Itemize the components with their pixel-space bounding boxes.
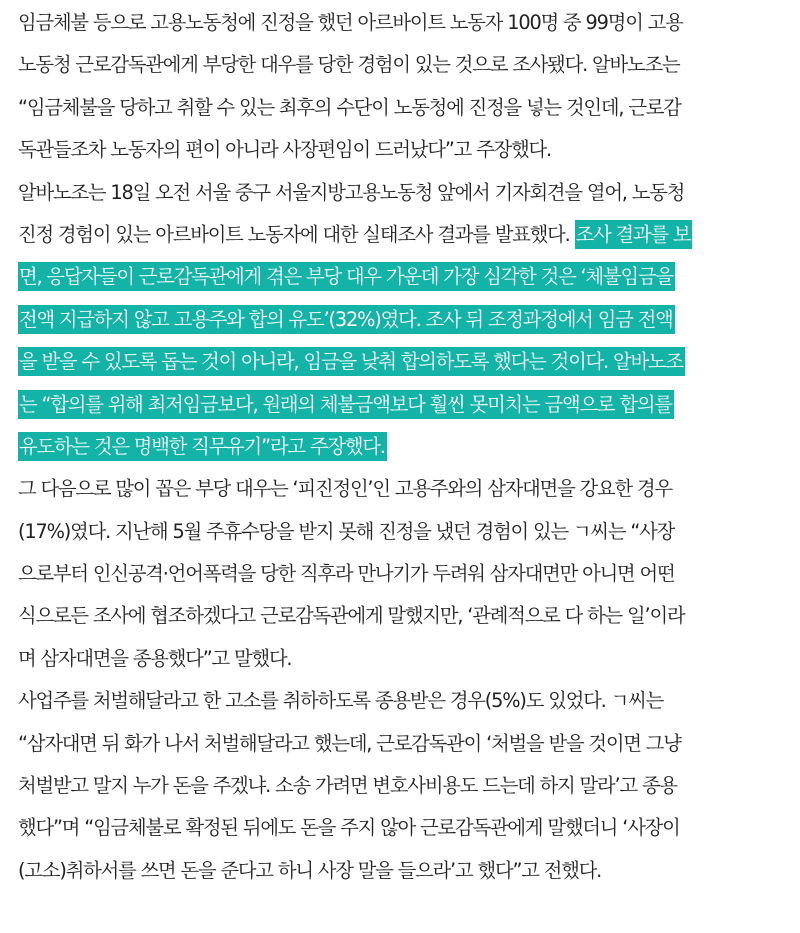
line-text: 알바노조는 18일 오전 서울 중구 서울지방고용노동청 앞에서 기자회견을 열어, 노동청 <box>18 180 685 204</box>
line-text: “임금체불을 당하고 취할 수 있는 최후의 수단이 노동청에 진정을 넣는 것인데, 근로감 <box>18 95 681 119</box>
article-line <box>18 595 780 637</box>
article-line <box>18 299 780 341</box>
highlighted-text: 면, 응답자들이 근로감독관에게 겪은 부당 대우 가운데 가장 심각한 것은 ‘체불임금을 <box>18 262 675 291</box>
article-line <box>18 638 780 680</box>
line-text: “삼자대면 뒤 화가 나서 처벌해달라고 했는데, 근로감독관이 ‘처벌을 받을 것이면 그냥 <box>18 731 681 755</box>
article-line <box>18 129 780 171</box>
article-line <box>18 172 780 214</box>
article-line <box>18 511 780 553</box>
line-text: 사업주를 처벌해달라고 한 고소를 취하하도록 종용받은 경우(5%)도 있었다. ㄱ씨는 <box>18 689 664 713</box>
line-text: 노동청 근로감독관에게 부당한 대우를 당한 경험이 있는 것으로 조사됐다. 알바노조는 <box>18 53 680 77</box>
article-line <box>18 765 780 807</box>
article-line <box>18 256 780 298</box>
article-line <box>18 384 780 426</box>
article-line <box>18 2 780 44</box>
line-text: 처벌받고 말지 누가 돈을 주겠냐. 소송 가려면 변호사비용도 드는데 하지 말라’고 종용 <box>18 774 677 798</box>
article-line <box>18 553 780 595</box>
highlighted-text: 을 받을 수 있도록 돕는 것이 아니라, 임금을 낮춰 합의하도록 했다는 것이다. 알바노조 <box>18 347 685 376</box>
article-line <box>18 850 780 892</box>
article-line <box>18 87 780 129</box>
article-line <box>18 44 780 86</box>
article-line <box>18 723 780 765</box>
article-line <box>18 468 780 510</box>
highlighted-text: 는 “합의를 위해 최저임금보다, 원래의 체불금액보다 훨씬 못미치는 금액으로 합의를 <box>18 390 674 419</box>
highlighted-text: 유도하는 것은 명백한 직무유기”라고 주장했다. <box>18 432 387 461</box>
article-line <box>18 341 780 383</box>
article-line <box>18 426 780 468</box>
line-text: 식으로든 조사에 협조하겠다고 근로감독관에게 말했지만, ‘관례적으로 다 하는 일’이라 <box>18 604 685 628</box>
highlighted-text: 조사 결과를 보 <box>575 220 693 249</box>
line-text: 했다”며 “임금체불로 확정된 뒤에도 돈을 주지 않아 근로감독관에게 말했더니 ‘사장이 <box>18 816 680 840</box>
line-text: 며 삼자대면을 종용했다”고 말했다. <box>18 646 292 670</box>
line-text: 으로부터 인신공격·언어폭력을 당한 직후라 만나기가 두려워 삼자대면만 아니면 어떤 <box>18 562 675 586</box>
line-text: (17%)였다. 지난해 5월 주휴수당을 받지 못해 진정을 냈던 경험이 있는 ㄱ씨는 “사장 <box>18 519 675 543</box>
line-text: 임금체불 등으로 고용노동청에 진정을 했던 아르바이트 노동자 100명 중 99명이 고용 <box>18 11 683 34</box>
line-text: (고소)취하서를 쓰면 돈을 준다고 하니 사장 말을 들으라’고 했다”고 전했다. <box>18 858 602 882</box>
highlighted-text: 전액 지급하지 않고 고용주와 합의 유도’(32%)였다. 조사 뒤 조정과정에서 임금 전액 <box>18 305 675 334</box>
line-text: 진정 경험이 있는 아르바이트 노동자에 대한 실태조사 결과를 발표했다. <box>18 222 575 246</box>
line-text: 그 다음으로 많이 꼽은 부당 대우는 ‘피진정인’인 고용주와의 삼자대면을 강요한 경우 <box>18 477 672 501</box>
line-text: 독관들조차 노동자의 편이 아니라 사장편임이 드러났다”고 주장했다. <box>18 138 552 162</box>
article-line <box>18 680 780 722</box>
article-line <box>18 807 780 849</box>
article-line <box>18 214 780 256</box>
